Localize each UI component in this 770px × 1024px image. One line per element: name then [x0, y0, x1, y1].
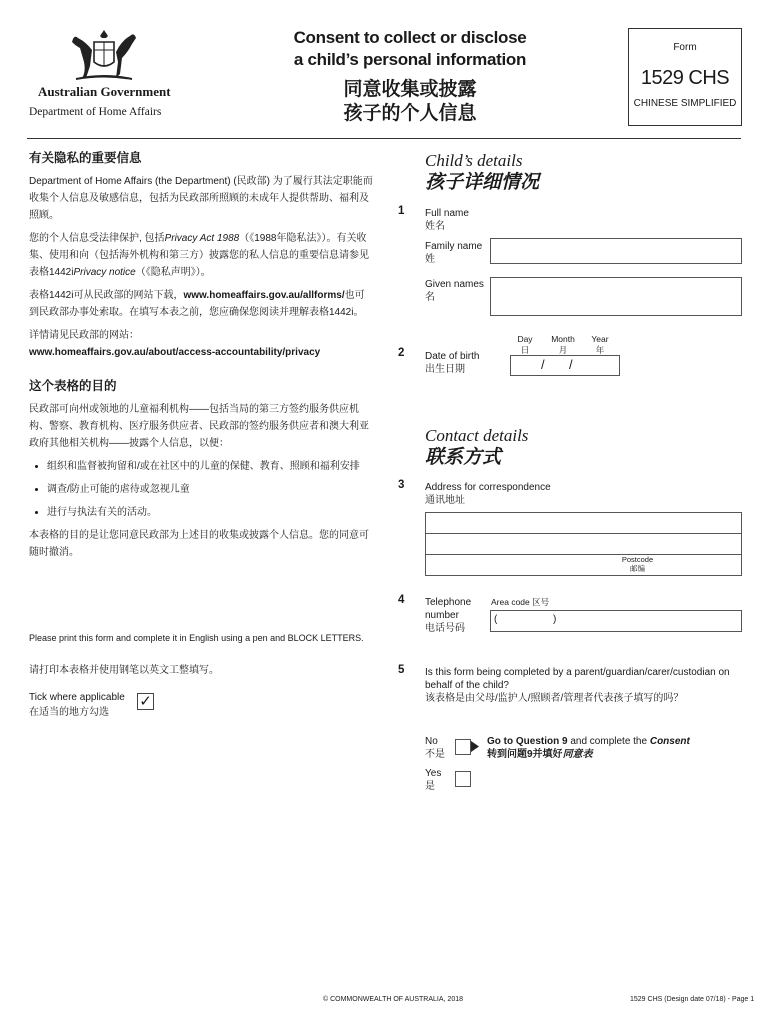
- purpose-section: [29, 378, 374, 567]
- arrow-right-icon: [471, 741, 479, 752]
- year-label: Year 年: [591, 334, 609, 355]
- coat-of-arms-logo: [64, 28, 144, 84]
- no-goto-instruction: Go to Question 9 and complete the Consent 转到问题9并填好同意表: [487, 736, 690, 760]
- month-label: Month 月: [551, 334, 575, 355]
- family-name-field[interactable]: [490, 238, 742, 264]
- privacy-paragraph-3: 表格1442i可从民政部的网站下载，www.homeaffairs.gov.au/allforms/也可到民政部办事处索取。在填写本表之前，您应确保您阅读并理解表格1442i。: [29, 290, 365, 318]
- privacy-section: [29, 150, 374, 367]
- government-name: Australian Government: [38, 84, 171, 99]
- privacy-link[interactable]: www.homeaffairs.gov.au/about/access-accountability/privacy: [29, 347, 321, 358]
- purpose-intro: 民政部可向州或领地的儿童福利机构——包括当局的第三方签约服务供应机构、警察、教育机构、医疗服务供应者、民政部的签约服务供应者和澳大利亚政府其他相关机构——披露个人信息，以便：: [29, 404, 369, 449]
- privacy-paragraph-1: Department of Home Affairs (the Department) (民政部) 为了履行其法定职能而收集个人信息及敏感信息，包括为民政部所照顾的未成年人提供帮助、福利及照顾。: [29, 176, 373, 221]
- question-number-5: 5: [398, 664, 405, 676]
- address-field[interactable]: [425, 512, 742, 576]
- copyright: © COMMONWEALTH OF AUSTRALIA, 2018: [323, 996, 463, 1003]
- date-of-birth-field[interactable]: / /: [510, 355, 620, 376]
- tick-instruction: Tick where applicable 在适当的地方勾选: [29, 692, 125, 718]
- family-name-label: Family name 姓: [425, 241, 483, 265]
- form-number-box: [628, 28, 742, 126]
- no-checkbox[interactable]: [455, 739, 471, 755]
- question-5-text: Is this form being completed by a parent/guardian/carer/custodian on behalf of the child? 该表格是由父母/监护人/照顾者/管理者代表孩子填写的吗？: [425, 667, 730, 704]
- purpose-list: [29, 458, 374, 521]
- form-title-chinese: 同意收集或披露 孩子的个人信息: [343, 79, 477, 124]
- given-names-label: Given names 名: [425, 279, 484, 303]
- telephone-label: Telephone number 电话号码: [425, 597, 472, 634]
- print-instruction-zh: 请打印本表格并使用钢笔以英文工整填写。: [29, 665, 219, 676]
- yes-checkbox[interactable]: [455, 771, 471, 787]
- yes-option-label: Yes 是: [425, 768, 442, 792]
- contact-details-heading: Contact details 联系方式: [425, 426, 529, 468]
- form-title-english: Consent to collect or disclose a child’s personal information: [293, 28, 527, 69]
- address-label: Address for correspondence 通讯地址: [425, 482, 551, 506]
- allforms-link[interactable]: www.homeaffairs.gov.au/allforms/: [183, 290, 345, 301]
- form-language: CHINESE SIMPLIFIED: [633, 98, 737, 109]
- list-item: • 调查/防止可能的虐待或忽视儿童: [47, 481, 374, 498]
- list-item: • 进行与执法有关的活动。: [47, 504, 374, 521]
- postcode-label: Postcode 邮编: [621, 555, 654, 573]
- area-code-label: Area code 区号: [491, 597, 550, 607]
- question-number-4: 4: [398, 594, 405, 606]
- day-label: Day 日: [517, 334, 533, 355]
- question-number-2: 2: [398, 347, 405, 359]
- privacy-paragraph-4: 详情请见民政部的网站： www.homeaffairs.gov.au/about/access-accountability/privacy: [29, 330, 321, 358]
- no-option-label: No 不是: [425, 736, 445, 760]
- date-of-birth-label: Date of birth 出生日期: [425, 351, 480, 375]
- purpose-outro: 本表格的目的是让您同意民政部为上述目的收集或披露个人信息。您的同意可随时撤消。: [29, 530, 369, 558]
- tick-example-checkbox: ✓: [137, 693, 154, 710]
- form-number: 1529 CHS: [640, 67, 730, 89]
- purpose-heading: 这个表格的目的: [29, 379, 117, 393]
- question-number-1: 1: [398, 205, 405, 217]
- print-instruction-en: Please print this form and complete it in English using a pen and BLOCK LETTERS.: [29, 633, 364, 643]
- list-item: • 组织和监督被拘留和/或在社区中的儿童的保健、教育、照顾和福利安排: [47, 458, 374, 475]
- childs-details-heading: Child’s details 孩子详细情况: [425, 151, 540, 193]
- page-info: 1529 CHS (Design date 07/18) - Page 1: [630, 996, 755, 1003]
- full-name-label: Full name 姓名: [425, 208, 469, 232]
- header-divider: [27, 138, 741, 139]
- given-names-field[interactable]: [490, 277, 742, 316]
- telephone-field[interactable]: ( ): [490, 610, 742, 632]
- privacy-paragraph-2: 您的个人信息受法律保护, 包括Privacy Act 1988（《1988年隐私法》）。有关收集、使用和向（包括海外机构和第三方）披露您的私人信息的重要信息请参见表格1442iPrivacy notice（《隐私声明》）。: [29, 233, 369, 278]
- form-label: Form: [673, 42, 697, 53]
- question-number-3: 3: [398, 479, 405, 491]
- privacy-heading: 有关隐私的重要信息: [29, 151, 142, 165]
- department-name: Department of Home Affairs: [29, 106, 162, 118]
